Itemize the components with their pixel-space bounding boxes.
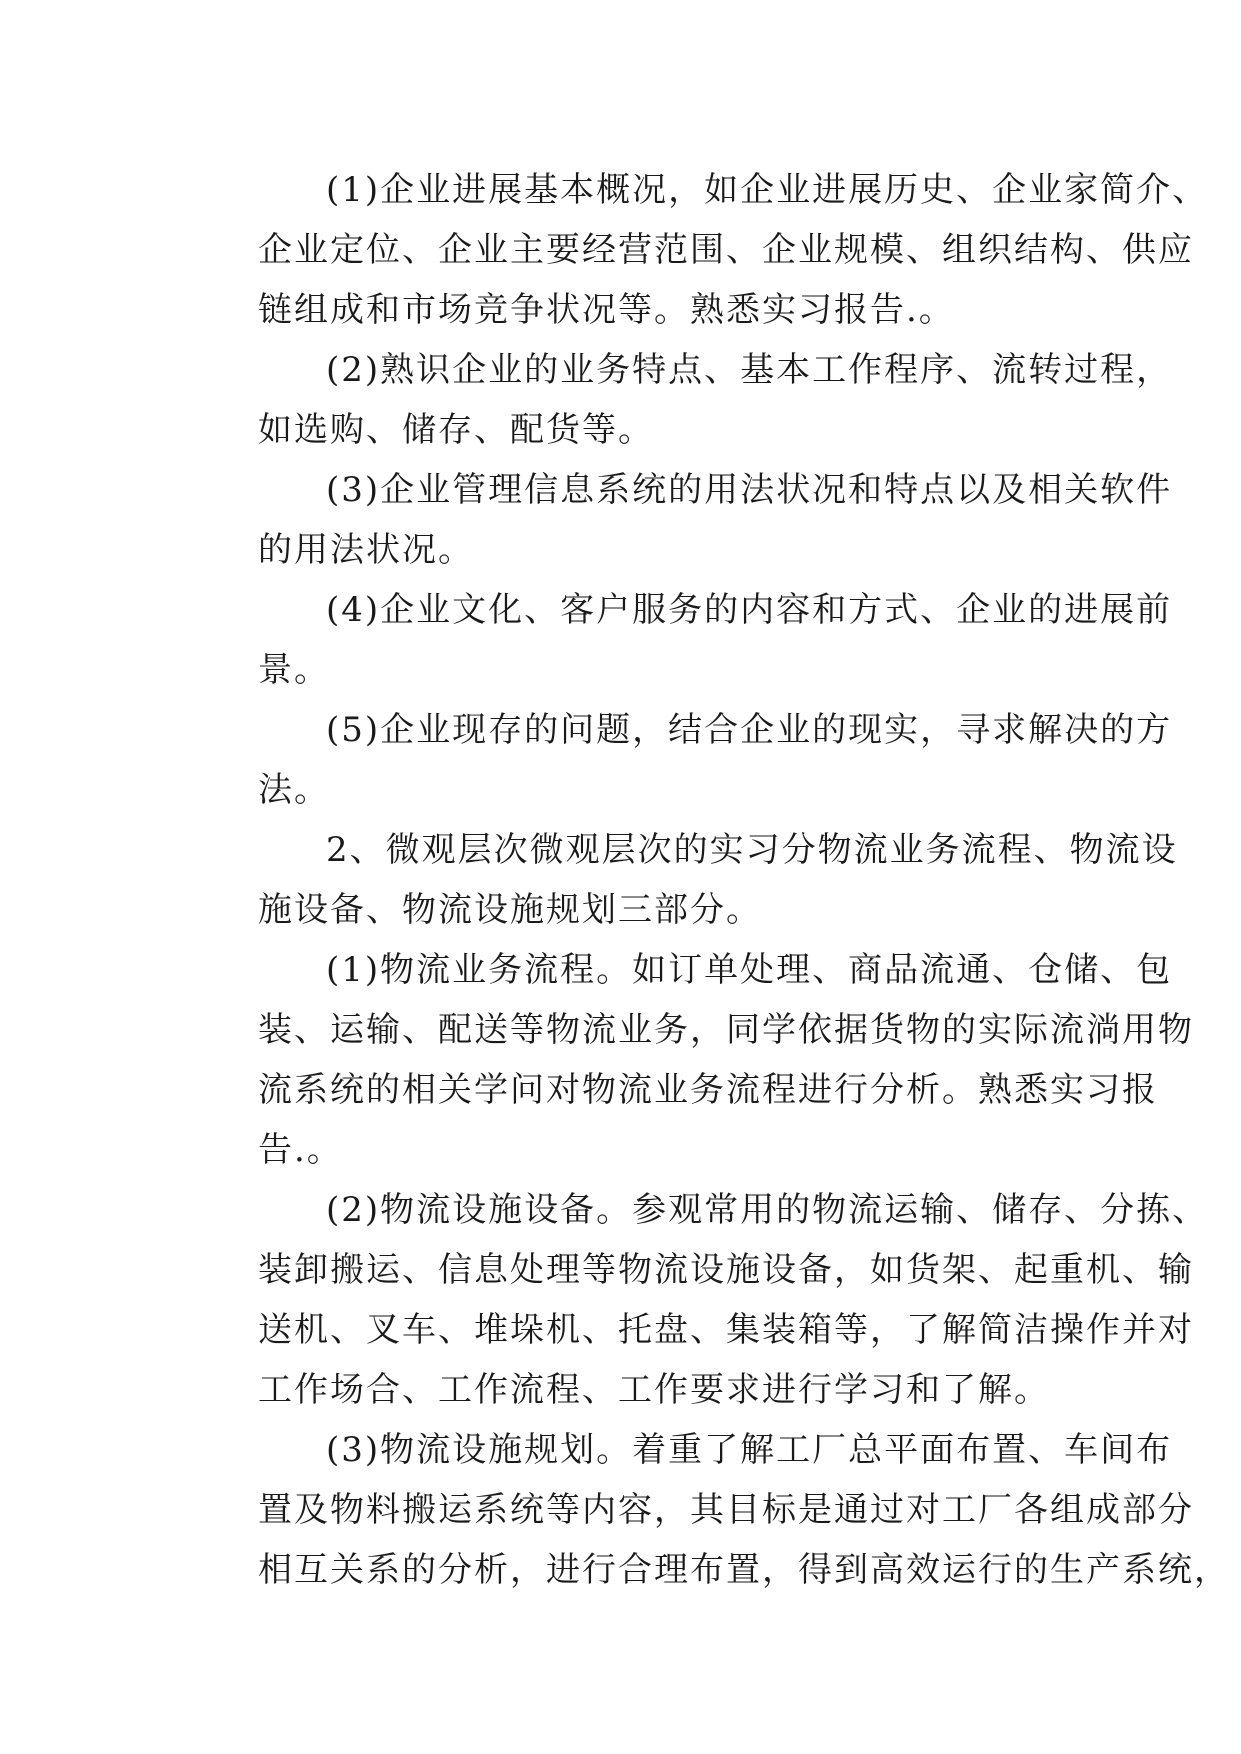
paragraph-logistics-process [190,940,1194,1180]
text-line: 工作场合、工作流程、工作要求进行学习和了解。 [258,1370,1050,1410]
text-line: 施设备、物流设施规划三部分。 [258,890,762,930]
paragraph-culture-service [190,580,1173,700]
text-line: (4)企业文化、客户服务的内容和方式、企业的进展前 [326,590,1173,630]
text-line: 的用法状况。 [258,530,474,570]
paragraph-company-overview [190,160,1209,340]
text-line: (3)企业管理信息系统的用法状况和特点以及相关软件 [326,470,1173,510]
text-line: 景。 [258,650,330,690]
text-line: (2)物流设施设备。参观常用的物流运输、储存、分拣、 [326,1190,1209,1230]
paragraph-micro-level [190,820,1178,940]
text-line: (2)熟识企业的业务特点、基本工作程序、流转过程， [326,350,1173,390]
paragraph-logistics-equipment [190,1180,1209,1420]
text-line: 相互关系的分析，进行合理布置，得到高效运行的生产系统， [258,1550,1230,1590]
paragraph-business-features [190,340,1173,460]
text-line: 流系统的相关学问对物流业务流程进行分析。熟悉实习报 [258,1070,1158,1110]
text-line: (5)企业现存的问题，结合企业的现实，寻求解决的方 [326,710,1173,750]
text-line: (1)物流业务流程。如订单处理、商品流通、仓储、包 [326,950,1173,990]
text-line: 装卸搬运、信息处理等物流设施设备，如货架、起重机、输 [258,1250,1194,1290]
text-line: 告.。 [258,1130,343,1170]
text-line: 置及物料搬运系统等内容，其目标是通过对工厂各组成部分 [258,1490,1194,1530]
document-body [190,160,1230,1600]
paragraph-facility-planning [190,1420,1230,1600]
text-line: 如选购、储存、配货等。 [258,410,654,450]
text-line: 链组成和市场竞争状况等。熟悉实习报告.。 [258,290,955,330]
paragraph-info-system [190,460,1173,580]
text-line: 2、微观层次微观层次的实习分物流业务流程、物流设 [326,830,1178,870]
text-line: 法。 [258,770,330,810]
text-line: 送机、叉车、堆垛机、托盘、集装箱等，了解简洁操作并对 [258,1310,1194,1350]
text-line: (1)企业进展基本概况，如企业进展历史、企业家简介、 [326,170,1209,210]
text-line: (3)物流设施规划。着重了解工厂总平面布置、车间布 [326,1430,1173,1470]
text-line: 装、运输、配送等物流业务，同学依据货物的实际流淌用物 [258,1010,1194,1050]
text-line: 企业定位、企业主要经营范围、企业规模、组织结构、供应 [258,230,1194,270]
paragraph-existing-problems [190,700,1173,820]
